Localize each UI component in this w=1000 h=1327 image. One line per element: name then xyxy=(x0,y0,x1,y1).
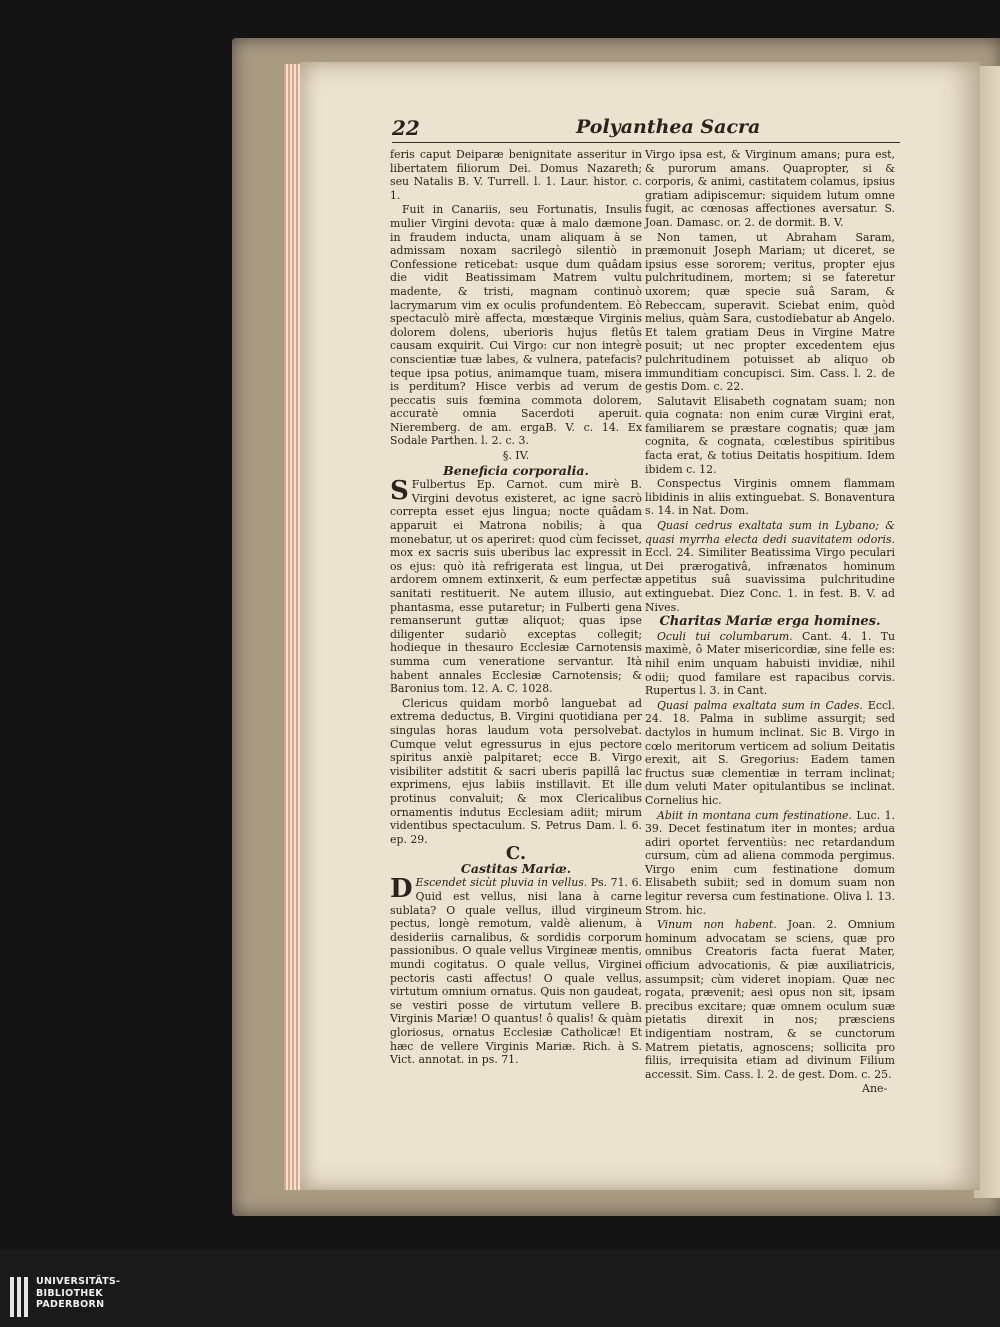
paragraph-text: Fulbertus Ep. Carnot. cum mirè B. Virgini devotus existeret, ac igne sacrò correpta esset ejus lingua; nocte quâdam apparuit ei Matrona nobilis; à qua monebatur, ut os aperiret: quod cùm fecisset, mox ex sacris suis uberibus lac expressit in os ejus: quò ità refrigerata est lingua, ut ardorem omnem extinxerit, & eum perfectæ sanitati restituerit. Ne autem illusio, aut phantasma, esse putaretur; in Fulberti gena remanserunt guttæ aliquot; quas ipse diligenter sudariò exceptas collegit; hodieque in thesauro Ecclesiæ Carnotensis summa cum veneratione servantur. Ità habent annales Ecclesiæ Carnotensis; & Baronius tom. 12. A. C. 1028. xyxy=(390,478,642,696)
section-heading: Charitas Mariæ erga homines. xyxy=(659,614,881,630)
chapter-heading: Castitas Mariæ. xyxy=(460,860,572,876)
page-title: Polyanthea Sacra xyxy=(576,116,761,138)
section-mark: §. IV. xyxy=(502,449,530,463)
paragraph: feris caput Deiparæ benignitate asseritur in libertatem filiorum Dei. Domus Nazareth; seu Natalis B. V. Turrell. l. 1. Laur. histor. c. 1. xyxy=(390,148,642,202)
paragraph: Clericus quidam morbô languebat ad extrema deductus, B. Virgini quotidiana per singulas horas laudum vota persolvebat. Cumque velut egressurus in ejus pectore spiritus anxiè palpitaret; ecce B. Virgo visibiliter adstitit & sacri uberis papillâ lac exprimens, ejus labiis instillavit. Et ille protinus convaluit; & mox Clericalibus ornamentis indutus Ecclesiam adiit; mirum videntibus spectaculum. S. Petrus Dam. l. 6. ep. 29. xyxy=(390,696,642,846)
paragraph-text: Luc. 1. 39. Decet festinatum iter in montes; ardua adiri oportet ferventiùs: nec retardandum cursum, cùm ad aliena commoda pergimus. Virgo enim cum festinatione domum Elisabeth subiit; sed in domum suam non legitur reversa cum festinatione. Oliva l. 13. Strom. hic. xyxy=(645,808,895,917)
paragraph-text: Ps. 71. 6. Quid est vellus, nisi lana à carne sublata? O quale vellus, illud virgineum pectus, longè remotum, valdè alienum, à desideriis carnalibus, & sordidis corporum passionibus. O quale vellus Virgineæ mentis, mundi cogitatus. O quale vellus, Virginei pectoris casti affectus! O quale vellus, virtutum omnium ornatus. Quis non gaudeat, se vestiri posse de virtutum vellere B. Virginis Mariæ! O quantus! ô qualis! & quàm gloriosus, ornatus Ecclesiæ Catholicæ! Et hæc de vellere Virginis Mariæ. Rich. à S. Vict. annotat. in ps. 71. xyxy=(390,876,642,1067)
chapter-letter: C. xyxy=(505,843,527,865)
paragraph xyxy=(645,699,895,808)
drop-cap: S xyxy=(390,476,409,507)
scripture-quote: Oculi tui columbarum. xyxy=(657,629,793,643)
library-name-line: UNIVERSITÄTS- xyxy=(36,1276,121,1287)
scripture-quote: Abiit in montana cum festinatione. xyxy=(657,808,852,822)
drop-cap: D xyxy=(390,874,413,905)
scripture-quote: Quasi cedrus exaltata sum in Lybano; & quasi myrrha electa dedi suavitatem odoris. xyxy=(645,519,895,546)
right-column xyxy=(645,148,895,1082)
paragraph xyxy=(645,630,895,698)
paragraph: Non tamen, ut Abraham Saram, præmonuit Joseph Mariam; ut diceret, se ipsius esse sororem; veritus, propter ejus pulchritudinem, mortem; si se fateretur uxorem; quæ specie suâ Saram, & Rebeccam, superavit. Sciebat enim, quòd melius, quàm Sara, custodiebatur ab Angelo. Et talem gratiam Deus in Virgine Matre posuit; ut nec propter excedentem ejus pulchritudinem potuisset ab aliquo ob immunditiam concupisci. Sim. Cass. l. 2. de gestis Dom. c. 22. xyxy=(645,230,895,394)
library-logo-icon xyxy=(10,1277,22,1317)
paragraph-text: Cant. 4. 1. Tu maximè, ô Mater misericordiæ, sine felle es: nihil enim unquam habuisti invidiæ, nihil odii; quod familare est rapacibus corvis. Rupertus l. 3. in Cant. xyxy=(645,629,895,698)
running-head xyxy=(392,116,900,143)
paragraph xyxy=(390,876,642,1066)
catchword: Ane- xyxy=(862,1082,888,1095)
paragraph-text: Eccl. 24. 18. Palma in sublime assurgit; sed dactylos in humum inclinat. Sic B. Virgo in cœlo meritorum verticem ad solium Deitatis erexit, ait S. Gregorius: Eadem tamen fructus suæ clementiæ in terram inclinat; dum veluti Mater opitulantibus se inclinat. Cornelius hic. xyxy=(645,698,895,807)
paragraph xyxy=(645,519,895,614)
paragraph: Virgo ipsa est, & Virginum amans; pura est, & purorum amans. Quapropter, si & corporis, & animi, castitatem colamus, ipsius gratiam adipiscemur: siquidem lutum omne fugit, ac cœnosas affectiones aversatur. S. Joan. Damasc. or. 2. de dormit. B. V. xyxy=(645,148,895,229)
paragraph xyxy=(390,478,642,696)
library-name xyxy=(36,1276,120,1311)
paragraph-text: Joan. 2. Omnium hominum advocatam se sciens, quæ pro omnibus Creatoris facta fuerat Mater, officium advocationis, & piæ auxiliatricis, assumpsit; cùm videret inopiam. Quæ nec rogata, prævenit; aesi opus non sit, ipsam precibus excitare; quæ omnem oculum suæ pietatis direxit in nos; præsciens indigentiam nostram, & se cunctorum Matrem pietatis, agnoscens; sollicita pro filiis, irrequisita etiam ad divinum Filium accessit. Sim. Cass. l. 2. de gest. Dom. c. 25. xyxy=(645,918,895,1081)
library-name-line: PADERBORN xyxy=(36,1299,105,1310)
scripture-quote: Escendet sicùt pluvia in vellus. xyxy=(415,876,588,890)
paragraph: Salutavit Elisabeth cognatam suam; non quia cognata: non enim curæ Virgini erat, familiarem se præstare cognatis; quæ jam cognita, & cognata, cœlestibus spiritibus facta erat, & totius Deitatis hospitium. Idem ibidem c. 12. xyxy=(645,394,895,476)
paragraph: Fuit in Canariis, seu Fortunatis, Insulis mulier Virgini devota: quæ à malo dæmone in fraudem inducta, unam aliquam à se admissam noxam sacrilegò silentiò in Confessione reticebat: usque dum quâdam die vidit Beatissimam Matrem vultu madente, & tristi, magnam continuò lacrymarum vim ex oculis profundentem. Eò spectaculò mirè affecta, mœstæque Virginis dolorem dolens, uberioris hujus fletûs causam exquirit. Cui Virgo: cur non integrè conscientiæ tuæ labes, & vulnera, patefacis? teque ipsa potius, animamque tuam, misera is perditum? Hisce verbis ad verum de peccatis suis fœmina commota dolorem, accuratè omnia Sacerdoti aperuit. Nieremberg. de am. ergaB. V. c. 14. Ex Sodale Parthen. l. 2. c. 3. xyxy=(390,203,642,448)
paragraph xyxy=(645,809,895,918)
library-name-line: BIBLIOTHEK xyxy=(36,1287,103,1299)
paragraph xyxy=(645,918,895,1081)
paragraph: Conspectus Virginis omnem flammam libidinis in aliis extinguebat. S. Bonaventura s. 14. in Nat. Dom. xyxy=(645,477,895,518)
scripture-quote: Vinum non habent. xyxy=(657,918,777,932)
scripture-quote: Quasi palma exaltata sum in Cades. xyxy=(657,698,863,712)
section-heading: Beneficia corporalia. xyxy=(443,462,589,478)
page-number: 22 xyxy=(392,116,420,140)
paragraph-text: Eccl. 24. Similiter Beatissima Virgo peculari Dei prærogativâ, infrænatos hominum appetitus suâ suavissima pulchritudine extinguebat. Diez Conc. 1. in fest. B. V. ad Nives. xyxy=(645,546,895,614)
left-column xyxy=(390,148,642,1068)
